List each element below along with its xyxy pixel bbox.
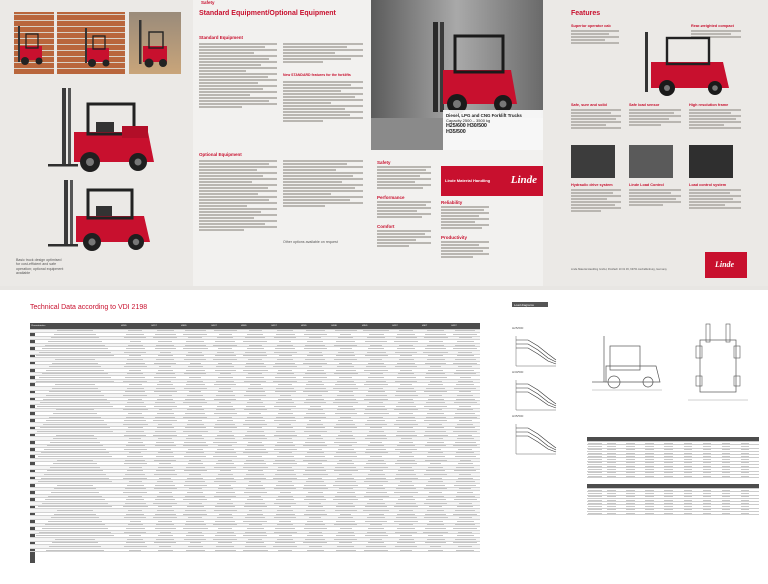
brand-slogan: Linde Material Handling: [445, 178, 491, 183]
new-standard-list: [283, 80, 363, 123]
feature-head-3: Safe, sure and solid: [571, 103, 607, 107]
forklift-photo-large-1: [18, 82, 168, 174]
optional-note: Other options available on request: [283, 240, 338, 244]
diagram-title-bar: [512, 302, 548, 307]
load-diagram-2: H30/500: [512, 360, 558, 400]
feature-photo-cab: [571, 145, 615, 178]
forklift-icon: [18, 82, 168, 174]
panel-features: [543, 0, 768, 290]
feature-head-7: Linde Load Control: [629, 183, 664, 187]
brand-logo: Linde: [510, 174, 537, 186]
standard-equipment-list-2: [283, 42, 363, 64]
forklift-icon: [14, 12, 54, 74]
standard-equipment-list: [199, 42, 277, 109]
forklift-icon: [627, 28, 745, 98]
panel-truck-photos: [0, 0, 193, 290]
feature-text-3: [571, 108, 621, 130]
feature-photo-control: [629, 145, 673, 178]
diagram-title: Load diagrams: [514, 302, 534, 307]
model-h35: H35/500: [446, 129, 466, 135]
product-banner: [443, 110, 543, 150]
model-h30: H30/500: [467, 123, 487, 129]
features-title: Features: [571, 10, 601, 17]
table-header-row: Characteristics H25D H25T H30D H30T H35D H35T H25D H30D H35D H25T H30T H35T: [30, 323, 480, 329]
feature-text-7: [629, 188, 681, 207]
comfort-heading: Comfort: [377, 223, 395, 229]
panel-equipment: [193, 0, 371, 290]
load-diagram-3: H35/500: [512, 404, 558, 444]
optional-equipment-title: Optional Equipment: [199, 152, 242, 157]
new-standard-title: New STANDARD features for the forklifts: [283, 73, 351, 77]
forklift-photo-large-2: [18, 176, 168, 254]
feature-truck-photo: [627, 28, 745, 98]
optional-equipment-list-2: [283, 159, 363, 208]
dimension-table-1: [587, 437, 759, 478]
feature-head-6: Hydraulic drive system: [571, 183, 613, 187]
table-row: [30, 548, 480, 552]
reliability-column: Reliability Productivity: [441, 200, 489, 259]
forklift-icon: [57, 12, 125, 74]
feature-text-8: [689, 188, 741, 210]
section-title: Standard Equipment/Optional Equipment: [199, 10, 336, 17]
thumbnail-photo-1: [14, 12, 54, 74]
feature-text-6: [571, 188, 621, 213]
feature-head-1: Superior operator cab: [571, 24, 611, 28]
safety-performance-columns: [377, 160, 431, 248]
brand-logo-block: [441, 166, 543, 196]
optional-equipment-list: [199, 159, 277, 232]
feature-text-4: [629, 108, 681, 127]
performance-heading: Performance: [377, 194, 405, 200]
forklift-icon: [18, 176, 168, 254]
forklift-icon: [129, 12, 181, 74]
brand-logo-small: [705, 252, 747, 278]
brand-logo-small-text: Linde: [715, 260, 735, 269]
thumbnail-photo-2: [57, 12, 125, 74]
feature-head-4: Safe load sensor: [629, 103, 660, 107]
thumbnail-photo-3: [129, 12, 181, 74]
dimension-drawing-side: [590, 330, 674, 394]
standard-equipment-title: Standard Equipment: [199, 35, 244, 40]
dimension-table-2: [587, 484, 759, 515]
banner-line2: Capacity 2500 – 3500 kg: [446, 118, 491, 123]
load-curve-chart: [512, 422, 558, 458]
forklift-top-view-drawing: [686, 320, 750, 404]
feature-head-8: Load control system: [689, 183, 727, 187]
safety-heading: Safety: [377, 160, 391, 165]
dimension-drawing-top: [686, 320, 750, 404]
footer-contact: Linde Material Handling GmbH, Postfach 10 01 36, 63701 Aschaffenburg, Germany: [571, 268, 667, 271]
tech-title: Technical Data according to VDI 2198: [30, 304, 148, 311]
table-row: [587, 474, 759, 477]
model-h25: H25/600: [446, 123, 466, 129]
table-row: [587, 512, 759, 515]
safety-title: Safety: [201, 0, 215, 5]
load-diagram-1: H25/600: [512, 316, 558, 356]
feature-photo-engine: [689, 145, 733, 178]
feature-text-5: [689, 108, 741, 130]
photo-caption: Basic truck design optimised for cost-efficient and safe operation; optional equipment available: [16, 258, 64, 276]
technical-data-table: [30, 323, 480, 552]
feature-head-2: Rear-weighted compact: [691, 24, 734, 28]
banner-line1: Diesel, LPG and CNG Forklift Trucks: [446, 113, 522, 118]
feature-text-1: [571, 29, 619, 45]
feature-head-5: High resolution frame: [689, 103, 729, 107]
forklift-side-view-drawing: [590, 330, 674, 394]
